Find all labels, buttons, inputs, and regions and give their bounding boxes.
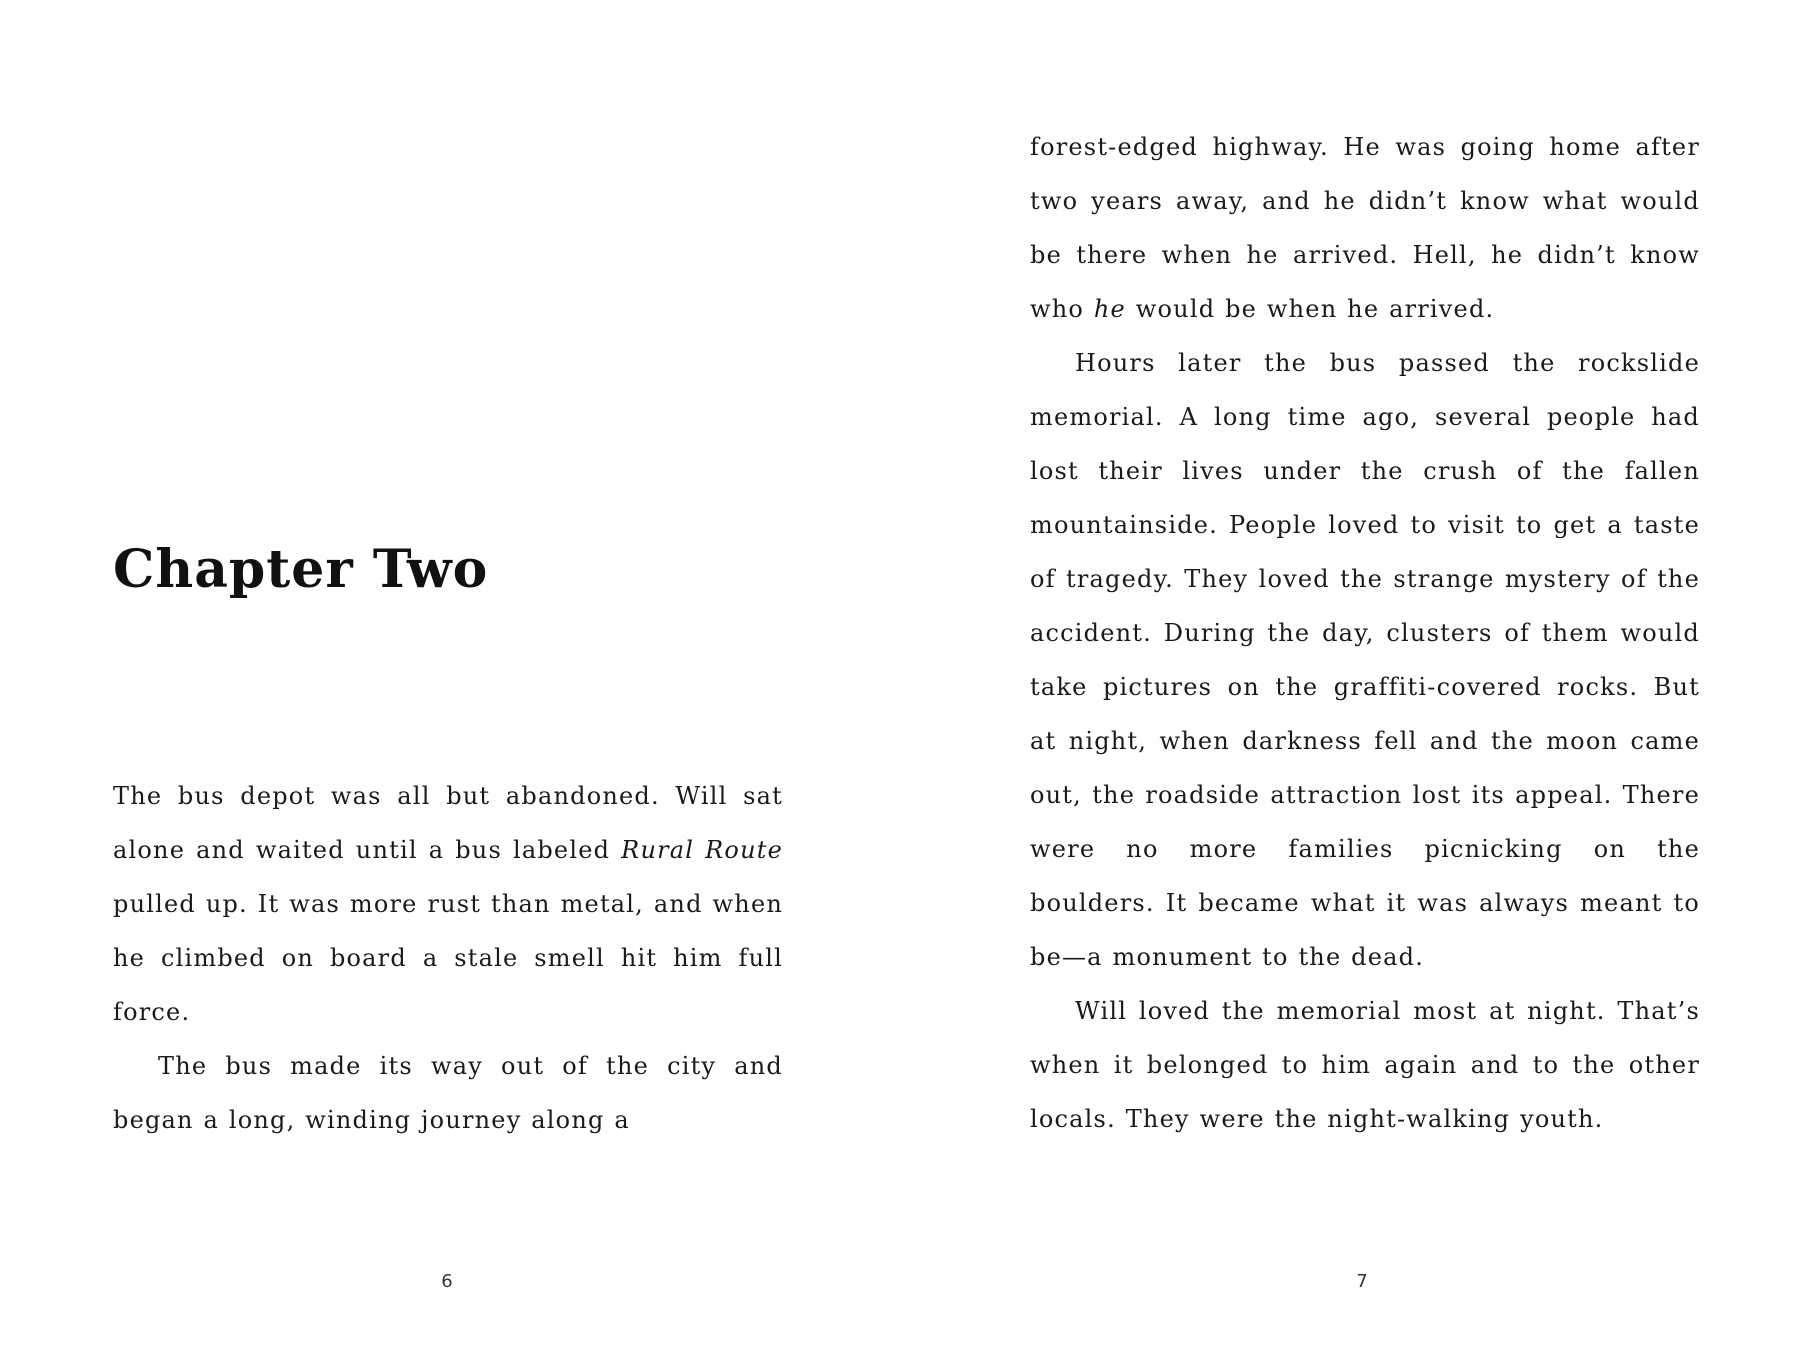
text-segment: pulled up. It was more rust than metal, and when he climbed on board a stale smell hit him full force. [113,890,783,1026]
right-page [900,0,1800,1350]
emphasis-italic: he [1093,295,1126,323]
body-paragraph [1030,336,1700,984]
right-page-body [1030,120,1700,1146]
chapter-title: Chapter Two [113,539,489,600]
body-paragraph [1030,984,1700,1146]
body-paragraph [1030,120,1700,336]
text-segment: would be when he arrived. [1125,295,1495,323]
body-paragraph [113,1039,783,1147]
text-segment: Hours later the bus passed the rockslide memorial. A long time ago, several people had lost their lives under the crush of the fallen mountainside. People loved to visit to get a taste of tragedy. They loved the strange mystery of the accident. During the day, clusters of them would take pictures on the graffiti-covered rocks. But at night, when darkness fell and the moon came out, the roadside attraction lost its appeal. There were no more families picnicking on the boulders. It became what it was always meant to be—a monument to the dead. [1030,349,1700,971]
body-paragraph [113,769,783,1039]
text-segment: forest-edged highway. He was going home after two years away, and he didn’t know what would be there when he arrived. Hell, he didn’t know who [1030,133,1700,323]
left-page-body [113,769,783,1147]
book-title-italic: Rural Route [621,836,783,864]
text-segment: Will loved the memorial most at night. That’s when it belonged to him again and to the other locals. They were the night-walking youth. [1030,997,1700,1133]
page-number: 7 [1356,1271,1368,1292]
text-segment: The bus depot was all but abandoned. Will sat alone and waited until a bus labeled [113,782,783,864]
page-number: 6 [441,1271,453,1292]
text-segment: The bus made its way out of the city and began a long, winding journey along a [113,1052,783,1134]
